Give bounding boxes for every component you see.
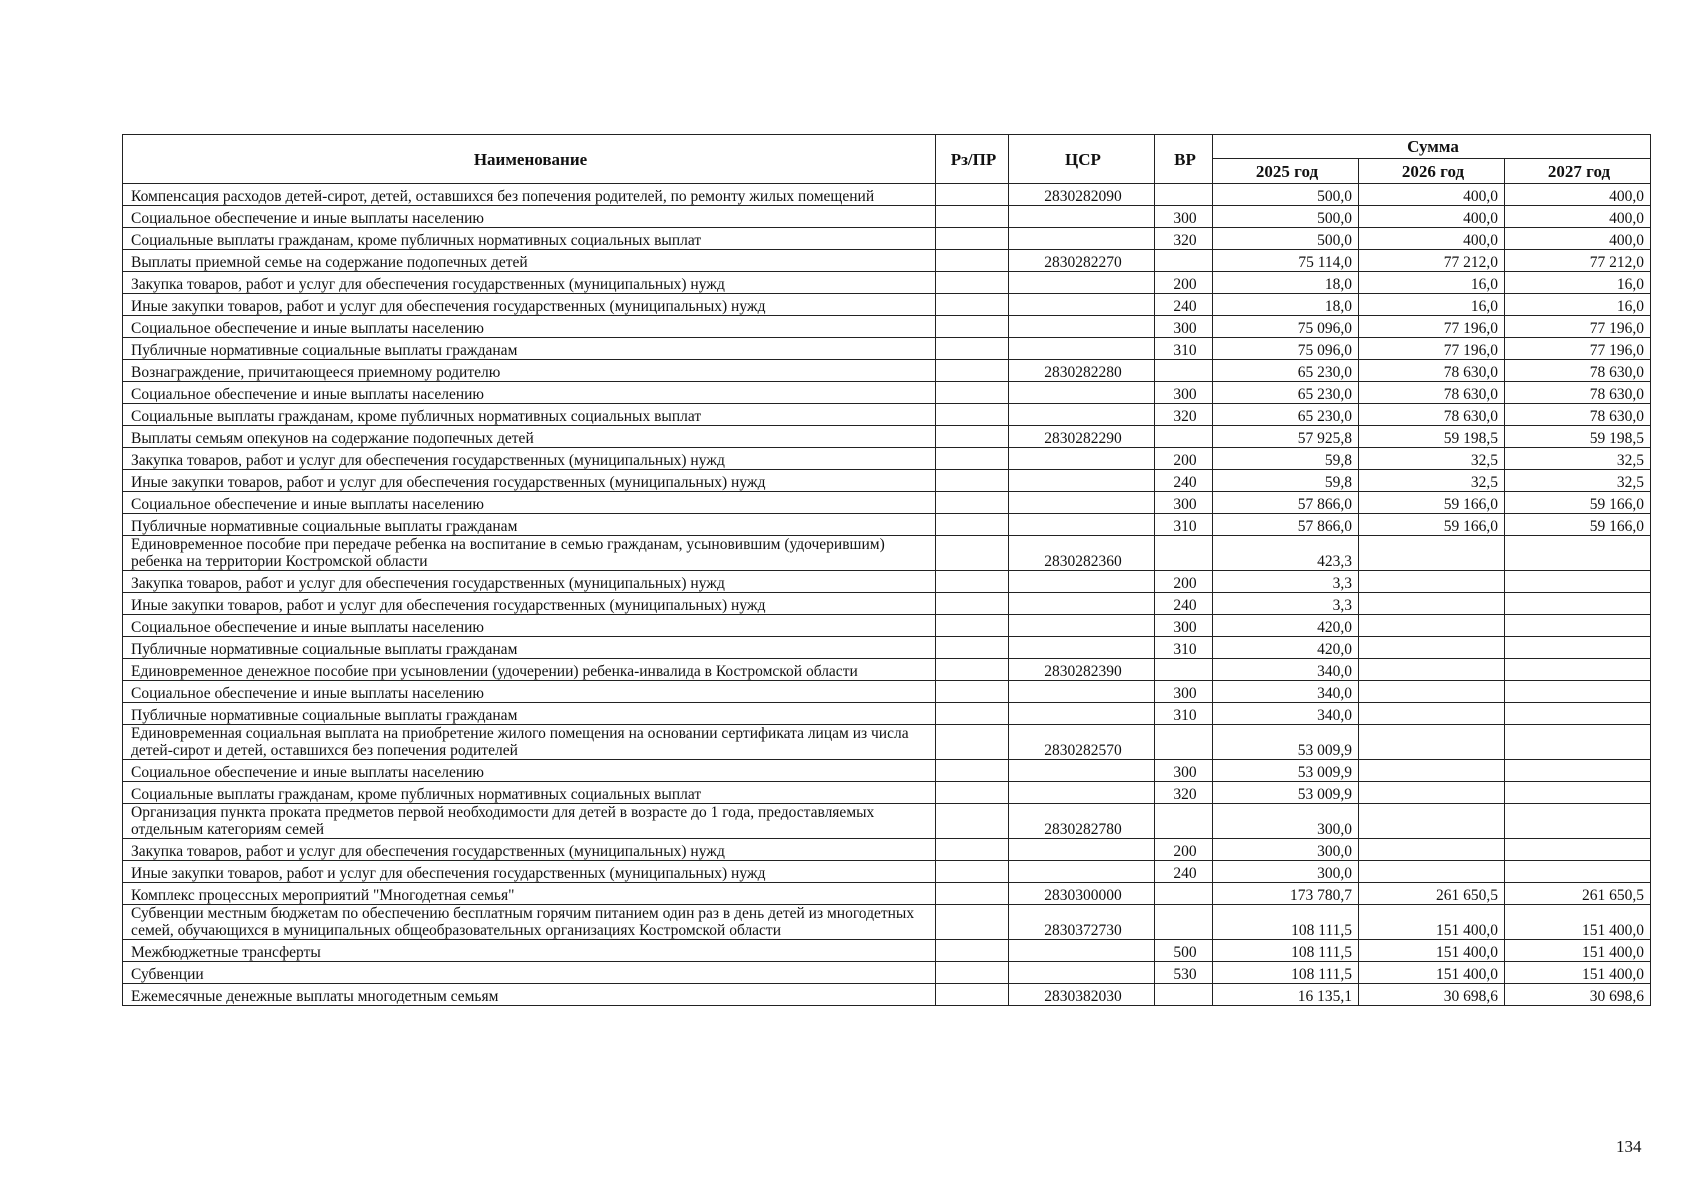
cell-vr: 300 — [1155, 382, 1213, 404]
cell-2025: 300,0 — [1213, 861, 1359, 883]
cell-2025: 3,3 — [1213, 593, 1359, 615]
cell-2027: 78 630,0 — [1505, 404, 1651, 426]
cell-name: Иные закупки товаров, работ и услуг для обеспечения государственных (муниципальных) нужд — [123, 593, 936, 615]
cell-2025: 300,0 — [1213, 839, 1359, 861]
table-row — [123, 338, 1651, 360]
cell-rz-pr — [936, 250, 1009, 272]
table-row — [123, 536, 1651, 571]
cell-name: Субвенции — [123, 962, 936, 984]
cell-csr — [1009, 492, 1155, 514]
cell-vr: 310 — [1155, 514, 1213, 536]
cell-rz-pr — [936, 883, 1009, 905]
cell-2025: 18,0 — [1213, 272, 1359, 294]
cell-2026 — [1359, 861, 1505, 883]
cell-name: Комплекс процессных мероприятий "Многодетная семья" — [123, 883, 936, 905]
cell-rz-pr — [936, 637, 1009, 659]
cell-2026: 30 698,6 — [1359, 984, 1505, 1006]
table-row — [123, 940, 1651, 962]
cell-csr: 2830282390 — [1009, 659, 1155, 681]
table-row — [123, 492, 1651, 514]
header-year-2026: 2026 год — [1359, 159, 1505, 184]
cell-2027: 400,0 — [1505, 184, 1651, 206]
cell-csr: 2830282280 — [1009, 360, 1155, 382]
cell-2026: 400,0 — [1359, 184, 1505, 206]
cell-2027 — [1505, 571, 1651, 593]
cell-vr — [1155, 184, 1213, 206]
cell-2027 — [1505, 615, 1651, 637]
cell-vr: 500 — [1155, 940, 1213, 962]
cell-2027 — [1505, 725, 1651, 760]
header-name: Наименование — [123, 135, 936, 184]
cell-csr: 2830282290 — [1009, 426, 1155, 448]
cell-csr — [1009, 782, 1155, 804]
cell-2025: 340,0 — [1213, 659, 1359, 681]
cell-vr: 300 — [1155, 681, 1213, 703]
table-row — [123, 426, 1651, 448]
table-row — [123, 615, 1651, 637]
cell-vr: 200 — [1155, 448, 1213, 470]
cell-2025: 500,0 — [1213, 184, 1359, 206]
cell-2027: 32,5 — [1505, 470, 1651, 492]
cell-2027 — [1505, 760, 1651, 782]
cell-rz-pr — [936, 316, 1009, 338]
cell-vr — [1155, 905, 1213, 940]
cell-2026 — [1359, 782, 1505, 804]
cell-csr — [1009, 272, 1155, 294]
cell-csr — [1009, 615, 1155, 637]
table-row — [123, 571, 1651, 593]
cell-rz-pr — [936, 940, 1009, 962]
header-year-2027: 2027 год — [1505, 159, 1651, 184]
cell-csr: 2830382030 — [1009, 984, 1155, 1006]
cell-2025: 59,8 — [1213, 470, 1359, 492]
cell-name: Иные закупки товаров, работ и услуг для обеспечения государственных (муниципальных) нужд — [123, 470, 936, 492]
cell-csr — [1009, 703, 1155, 725]
cell-2025: 423,3 — [1213, 536, 1359, 571]
cell-rz-pr — [936, 206, 1009, 228]
cell-rz-pr — [936, 782, 1009, 804]
cell-2026 — [1359, 659, 1505, 681]
cell-2026 — [1359, 804, 1505, 839]
cell-2027: 16,0 — [1505, 272, 1651, 294]
table-row — [123, 839, 1651, 861]
cell-rz-pr — [936, 184, 1009, 206]
cell-rz-pr — [936, 272, 1009, 294]
cell-2025: 57 866,0 — [1213, 492, 1359, 514]
cell-name: Закупка товаров, работ и услуг для обеспечения государственных (муниципальных) нужд — [123, 448, 936, 470]
table-row — [123, 984, 1651, 1006]
cell-2027: 151 400,0 — [1505, 905, 1651, 940]
cell-csr — [1009, 382, 1155, 404]
cell-name: Выплаты семьям опекунов на содержание подопечных детей — [123, 426, 936, 448]
cell-2026 — [1359, 839, 1505, 861]
cell-2026: 400,0 — [1359, 228, 1505, 250]
header-csr: ЦСР — [1009, 135, 1155, 184]
table-row — [123, 514, 1651, 536]
cell-rz-pr — [936, 571, 1009, 593]
cell-name: Социальное обеспечение и иные выплаты населению — [123, 681, 936, 703]
cell-vr: 240 — [1155, 861, 1213, 883]
cell-2026: 59 166,0 — [1359, 492, 1505, 514]
cell-name: Межбюджетные трансферты — [123, 940, 936, 962]
cell-name: Вознаграждение, причитающееся приемному родителю — [123, 360, 936, 382]
cell-name: Иные закупки товаров, работ и услуг для обеспечения государственных (муниципальных) нужд — [123, 861, 936, 883]
cell-vr — [1155, 360, 1213, 382]
cell-2025: 53 009,9 — [1213, 782, 1359, 804]
cell-2027: 151 400,0 — [1505, 962, 1651, 984]
table-row — [123, 593, 1651, 615]
cell-2026: 16,0 — [1359, 294, 1505, 316]
cell-2025: 108 111,5 — [1213, 905, 1359, 940]
table-row — [123, 681, 1651, 703]
cell-rz-pr — [936, 382, 1009, 404]
cell-2025: 420,0 — [1213, 615, 1359, 637]
cell-2025: 3,3 — [1213, 571, 1359, 593]
cell-rz-pr — [936, 659, 1009, 681]
cell-vr — [1155, 426, 1213, 448]
cell-vr: 300 — [1155, 206, 1213, 228]
cell-2025: 420,0 — [1213, 637, 1359, 659]
cell-csr: 2830282270 — [1009, 250, 1155, 272]
cell-rz-pr — [936, 228, 1009, 250]
header-row — [123, 135, 1651, 159]
cell-2027: 151 400,0 — [1505, 940, 1651, 962]
cell-csr — [1009, 448, 1155, 470]
cell-2027: 77 196,0 — [1505, 338, 1651, 360]
cell-2026: 32,5 — [1359, 448, 1505, 470]
cell-2025: 340,0 — [1213, 681, 1359, 703]
table-row — [123, 883, 1651, 905]
cell-2026: 77 212,0 — [1359, 250, 1505, 272]
cell-2026 — [1359, 760, 1505, 782]
cell-rz-pr — [936, 404, 1009, 426]
table-row — [123, 637, 1651, 659]
cell-name: Социальные выплаты гражданам, кроме публичных нормативных социальных выплат — [123, 782, 936, 804]
cell-rz-pr — [936, 725, 1009, 760]
cell-rz-pr — [936, 294, 1009, 316]
table-row — [123, 206, 1651, 228]
cell-rz-pr — [936, 615, 1009, 637]
cell-vr: 200 — [1155, 571, 1213, 593]
cell-name: Закупка товаров, работ и услуг для обеспечения государственных (муниципальных) нужд — [123, 272, 936, 294]
cell-2026: 77 196,0 — [1359, 338, 1505, 360]
cell-name: Компенсация расходов детей-сирот, детей, оставшихся без попечения родителей, по ремонту жилых помещений — [123, 184, 936, 206]
header-vr: ВР — [1155, 135, 1213, 184]
cell-2026 — [1359, 615, 1505, 637]
cell-2026 — [1359, 725, 1505, 760]
cell-csr — [1009, 514, 1155, 536]
cell-vr: 310 — [1155, 637, 1213, 659]
cell-2027 — [1505, 593, 1651, 615]
cell-2025: 59,8 — [1213, 448, 1359, 470]
cell-2025: 65 230,0 — [1213, 360, 1359, 382]
cell-2027: 78 630,0 — [1505, 382, 1651, 404]
cell-2026: 400,0 — [1359, 206, 1505, 228]
header-rz-pr: Рз/ПР — [936, 135, 1009, 184]
cell-name: Единовременная социальная выплата на приобретение жилого помещения на основании сертификата лицам из числа детей-сирот и детей, оставшихся без попечения родителей — [123, 725, 936, 760]
cell-vr: 240 — [1155, 470, 1213, 492]
cell-rz-pr — [936, 448, 1009, 470]
cell-vr: 300 — [1155, 760, 1213, 782]
cell-name: Единовременное денежное пособие при усыновлении (удочерении) ребенка-инвалида в Костромской области — [123, 659, 936, 681]
cell-2026: 77 196,0 — [1359, 316, 1505, 338]
cell-vr: 310 — [1155, 703, 1213, 725]
cell-name: Социальное обеспечение и иные выплаты населению — [123, 382, 936, 404]
cell-name: Социальное обеспечение и иные выплаты населению — [123, 760, 936, 782]
cell-name: Социальное обеспечение и иные выплаты населению — [123, 492, 936, 514]
cell-name: Организация пункта проката предметов первой необходимости для детей в возрасте до 1 года, предоставляемых отдельным категориям семей — [123, 804, 936, 839]
cell-2026 — [1359, 703, 1505, 725]
cell-csr — [1009, 681, 1155, 703]
cell-2027: 261 650,5 — [1505, 883, 1651, 905]
table-row — [123, 659, 1651, 681]
cell-2026 — [1359, 593, 1505, 615]
cell-2025: 173 780,7 — [1213, 883, 1359, 905]
table-body — [123, 184, 1651, 1006]
cell-2025: 65 230,0 — [1213, 382, 1359, 404]
cell-2027: 59 198,5 — [1505, 426, 1651, 448]
cell-2026: 151 400,0 — [1359, 940, 1505, 962]
cell-csr: 2830282570 — [1009, 725, 1155, 760]
cell-2027 — [1505, 637, 1651, 659]
cell-rz-pr — [936, 984, 1009, 1006]
cell-csr — [1009, 228, 1155, 250]
cell-2025: 500,0 — [1213, 228, 1359, 250]
table-row — [123, 725, 1651, 760]
cell-csr: 2830372730 — [1009, 905, 1155, 940]
cell-csr: 2830282090 — [1009, 184, 1155, 206]
cell-2027: 77 196,0 — [1505, 316, 1651, 338]
cell-vr: 320 — [1155, 404, 1213, 426]
cell-name: Социальные выплаты гражданам, кроме публичных нормативных социальных выплат — [123, 404, 936, 426]
cell-vr: 300 — [1155, 492, 1213, 514]
cell-csr — [1009, 593, 1155, 615]
cell-2026: 78 630,0 — [1359, 382, 1505, 404]
cell-rz-pr — [936, 804, 1009, 839]
cell-csr — [1009, 338, 1155, 360]
table-row — [123, 861, 1651, 883]
cell-vr: 200 — [1155, 839, 1213, 861]
cell-2026: 78 630,0 — [1359, 404, 1505, 426]
cell-name: Закупка товаров, работ и услуг для обеспечения государственных (муниципальных) нужд — [123, 839, 936, 861]
cell-name: Публичные нормативные социальные выплаты гражданам — [123, 703, 936, 725]
cell-csr — [1009, 316, 1155, 338]
cell-2027: 77 212,0 — [1505, 250, 1651, 272]
table-row — [123, 962, 1651, 984]
cell-vr: 300 — [1155, 316, 1213, 338]
cell-2027: 400,0 — [1505, 206, 1651, 228]
cell-csr — [1009, 637, 1155, 659]
table-row — [123, 470, 1651, 492]
cell-2027: 30 698,6 — [1505, 984, 1651, 1006]
cell-name: Закупка товаров, работ и услуг для обеспечения государственных (муниципальных) нужд — [123, 571, 936, 593]
cell-name: Социальные выплаты гражданам, кроме публичных нормативных социальных выплат — [123, 228, 936, 250]
cell-csr: 2830282360 — [1009, 536, 1155, 571]
cell-2027: 400,0 — [1505, 228, 1651, 250]
cell-2027 — [1505, 659, 1651, 681]
table-row — [123, 228, 1651, 250]
cell-rz-pr — [936, 681, 1009, 703]
cell-2025: 53 009,9 — [1213, 760, 1359, 782]
cell-name: Ежемесячные денежные выплаты многодетным семьям — [123, 984, 936, 1006]
cell-2027: 16,0 — [1505, 294, 1651, 316]
cell-2025: 340,0 — [1213, 703, 1359, 725]
cell-rz-pr — [936, 593, 1009, 615]
cell-2026: 59 198,5 — [1359, 426, 1505, 448]
cell-csr — [1009, 760, 1155, 782]
cell-vr: 310 — [1155, 338, 1213, 360]
cell-vr — [1155, 883, 1213, 905]
cell-2027 — [1505, 536, 1651, 571]
cell-csr — [1009, 470, 1155, 492]
cell-2026 — [1359, 571, 1505, 593]
cell-name: Субвенции местным бюджетам по обеспечению бесплатным горячим питанием один раз в день детей из многодетных семей, обучающихся в муниципальных общеобразовательных организациях Костромской области — [123, 905, 936, 940]
cell-rz-pr — [936, 905, 1009, 940]
header-year-2025: 2025 год — [1213, 159, 1359, 184]
cell-2026: 16,0 — [1359, 272, 1505, 294]
cell-name: Выплаты приемной семье на содержание подопечных детей — [123, 250, 936, 272]
cell-2027 — [1505, 681, 1651, 703]
table-row — [123, 294, 1651, 316]
cell-2026: 261 650,5 — [1359, 883, 1505, 905]
cell-csr — [1009, 206, 1155, 228]
cell-rz-pr — [936, 492, 1009, 514]
table-row — [123, 703, 1651, 725]
cell-csr — [1009, 839, 1155, 861]
cell-2025: 75 114,0 — [1213, 250, 1359, 272]
cell-name: Публичные нормативные социальные выплаты гражданам — [123, 514, 936, 536]
cell-name: Публичные нормативные социальные выплаты гражданам — [123, 338, 936, 360]
cell-2027 — [1505, 861, 1651, 883]
cell-rz-pr — [936, 338, 1009, 360]
cell-2027: 59 166,0 — [1505, 492, 1651, 514]
cell-2027: 78 630,0 — [1505, 360, 1651, 382]
cell-2026: 59 166,0 — [1359, 514, 1505, 536]
cell-2025: 108 111,5 — [1213, 962, 1359, 984]
cell-name: Социальное обеспечение и иные выплаты населению — [123, 206, 936, 228]
cell-2025: 75 096,0 — [1213, 316, 1359, 338]
cell-rz-pr — [936, 839, 1009, 861]
cell-2027 — [1505, 782, 1651, 804]
cell-vr: 240 — [1155, 593, 1213, 615]
cell-2026 — [1359, 681, 1505, 703]
cell-2025: 75 096,0 — [1213, 338, 1359, 360]
cell-rz-pr — [936, 760, 1009, 782]
cell-2025: 18,0 — [1213, 294, 1359, 316]
cell-2025: 65 230,0 — [1213, 404, 1359, 426]
cell-rz-pr — [936, 426, 1009, 448]
cell-csr — [1009, 404, 1155, 426]
cell-2025: 16 135,1 — [1213, 984, 1359, 1006]
cell-name: Единовременное пособие при передаче ребенка на воспитание в семью гражданам, усыновившим (удочерившим) ребенка на территории Костромской области — [123, 536, 936, 571]
cell-2026: 78 630,0 — [1359, 360, 1505, 382]
cell-2027 — [1505, 804, 1651, 839]
cell-vr — [1155, 659, 1213, 681]
page-number: 134 — [1616, 1137, 1642, 1156]
cell-2025: 53 009,9 — [1213, 725, 1359, 760]
cell-vr — [1155, 250, 1213, 272]
table-row — [123, 804, 1651, 839]
cell-rz-pr — [936, 360, 1009, 382]
cell-2026 — [1359, 536, 1505, 571]
cell-csr: 2830300000 — [1009, 883, 1155, 905]
cell-vr — [1155, 804, 1213, 839]
cell-rz-pr — [936, 536, 1009, 571]
header-sum: Сумма — [1213, 135, 1651, 159]
cell-csr — [1009, 861, 1155, 883]
table-row — [123, 184, 1651, 206]
cell-name: Иные закупки товаров, работ и услуг для обеспечения государственных (муниципальных) нужд — [123, 294, 936, 316]
cell-rz-pr — [936, 861, 1009, 883]
cell-rz-pr — [936, 514, 1009, 536]
cell-rz-pr — [936, 703, 1009, 725]
table-row — [123, 382, 1651, 404]
cell-rz-pr — [936, 962, 1009, 984]
table-row — [123, 250, 1651, 272]
cell-2025: 57 866,0 — [1213, 514, 1359, 536]
cell-name: Публичные нормативные социальные выплаты гражданам — [123, 637, 936, 659]
cell-csr — [1009, 294, 1155, 316]
cell-vr — [1155, 725, 1213, 760]
cell-csr — [1009, 940, 1155, 962]
table-row — [123, 448, 1651, 470]
cell-2027 — [1505, 703, 1651, 725]
cell-2026 — [1359, 637, 1505, 659]
table-row — [123, 760, 1651, 782]
cell-vr — [1155, 536, 1213, 571]
cell-name: Социальное обеспечение и иные выплаты населению — [123, 316, 936, 338]
cell-2025: 500,0 — [1213, 206, 1359, 228]
cell-vr: 320 — [1155, 228, 1213, 250]
cell-2026: 32,5 — [1359, 470, 1505, 492]
cell-vr: 530 — [1155, 962, 1213, 984]
cell-vr: 300 — [1155, 615, 1213, 637]
cell-csr: 2830282780 — [1009, 804, 1155, 839]
table-row — [123, 782, 1651, 804]
table-row — [123, 360, 1651, 382]
cell-2026: 151 400,0 — [1359, 905, 1505, 940]
cell-vr: 320 — [1155, 782, 1213, 804]
cell-2025: 108 111,5 — [1213, 940, 1359, 962]
table-row — [123, 272, 1651, 294]
cell-2027 — [1505, 839, 1651, 861]
budget-table — [122, 134, 1651, 1006]
cell-name: Социальное обеспечение и иные выплаты населению — [123, 615, 936, 637]
cell-2025: 57 925,8 — [1213, 426, 1359, 448]
cell-rz-pr — [936, 470, 1009, 492]
cell-2027: 59 166,0 — [1505, 514, 1651, 536]
cell-csr — [1009, 962, 1155, 984]
cell-csr — [1009, 571, 1155, 593]
table-row — [123, 316, 1651, 338]
table-row — [123, 404, 1651, 426]
cell-vr: 200 — [1155, 272, 1213, 294]
cell-vr — [1155, 984, 1213, 1006]
cell-2025: 300,0 — [1213, 804, 1359, 839]
cell-2026: 151 400,0 — [1359, 962, 1505, 984]
cell-vr: 240 — [1155, 294, 1213, 316]
table-row — [123, 905, 1651, 940]
cell-2027: 32,5 — [1505, 448, 1651, 470]
